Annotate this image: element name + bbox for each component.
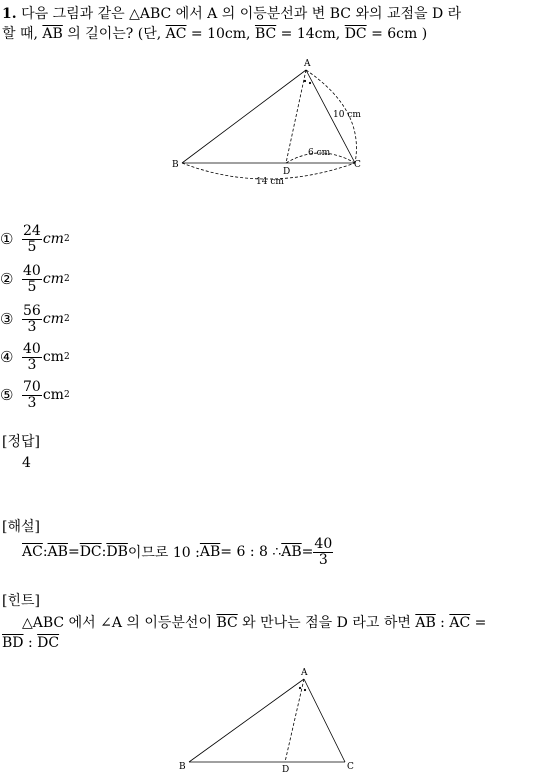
option-fraction: $\frac{40}{3}$ — [23, 340, 41, 373]
option-fraction: $\frac{40}{5}$ — [23, 262, 41, 295]
option-unit: cm — [42, 231, 64, 247]
option-exp: 2 — [63, 390, 70, 400]
option-exp: 2 — [63, 234, 70, 244]
segment-dc: $\overline{DC}$ — [37, 635, 60, 651]
option-unit: cm — [42, 387, 64, 403]
sep: : — [101, 544, 107, 561]
sep: : — [435, 615, 450, 631]
hint-line-1 — [22, 612, 486, 632]
option-unit: cm — [42, 349, 64, 365]
answer-label: [정답] — [2, 434, 40, 450]
triangle-figure-1 — [165, 55, 375, 190]
question-text-2e: = 6cm ) — [366, 26, 428, 42]
option-exp: 2 — [63, 274, 70, 284]
answer-value: 4 — [22, 455, 31, 471]
hint-line-2 — [2, 635, 59, 651]
option-mark: ④ — [0, 348, 14, 366]
question-text-1: 다음 그림과 같은 △ABC 에서 A 의 이등분선과 변 BC 와의 교점을 D 라 — [21, 6, 462, 22]
explanation-body — [22, 537, 333, 567]
question-text-2c: = 10cm, — [186, 26, 251, 42]
option-5[interactable] — [0, 378, 70, 412]
segment-ab: $\overline{AB}$ — [281, 544, 302, 561]
option-mark: ① — [0, 230, 14, 248]
eq: = — [67, 544, 80, 561]
segment-ac: $\overline{AC}$ — [22, 544, 43, 561]
label-a: A — [301, 668, 308, 678]
bisector-ad — [286, 70, 306, 163]
label-10cm: 10 cm — [333, 110, 361, 120]
label-c: C — [347, 762, 354, 772]
label-a: A — [304, 59, 311, 69]
label-d: D — [282, 765, 290, 773]
segment-ab: $\overline{AB}$ — [199, 544, 221, 561]
segment-bd: $\overline{BD}$ — [2, 635, 24, 651]
question-number: 1. — [2, 6, 17, 22]
question-text-2b: 의 길이는? (단, — [62, 26, 162, 42]
segment-dc: $\overline{DC}$ — [344, 26, 367, 42]
label-b: B — [172, 160, 179, 170]
segment-ac: $\overline{AC}$ — [449, 615, 471, 631]
option-mark: ③ — [0, 310, 14, 328]
hint-label: [힌트] — [2, 593, 40, 609]
label-6cm: 6 cm — [308, 148, 331, 158]
option-2[interactable] — [0, 262, 70, 296]
label-c: C — [354, 160, 361, 170]
question-line-2 — [2, 23, 427, 43]
eq: = — [301, 544, 314, 561]
option-1[interactable] — [0, 222, 70, 256]
option-fraction: $\frac{24}{5}$ — [23, 222, 41, 255]
hint-text-1: △ABC 에서 ∠A 의 이등분선이 — [22, 615, 212, 631]
question-text-2d: = 14cm, — [276, 26, 341, 42]
segment-db: $\overline{DB}$ — [106, 544, 128, 561]
label-14cm: 14 cm — [256, 177, 284, 187]
eq: = — [470, 615, 487, 631]
segment-ab: $\overline{AB}$ — [415, 615, 436, 631]
sep: : — [23, 635, 38, 651]
option-unit: cm — [42, 271, 64, 287]
result-fraction: $\frac{40}{3}$ — [314, 536, 333, 568]
question-line-1 — [2, 3, 461, 23]
explanation-mid: 이므로 10 : — [127, 545, 200, 562]
explanation-mid2: = 6 : 8 ∴ — [220, 544, 282, 561]
hint-text-2: 와 만나는 점을 D 라고 하면 — [237, 615, 411, 631]
label-b: B — [179, 762, 186, 772]
segment-bc: $\overline{BC}$ — [216, 615, 238, 631]
option-exp: 2 — [63, 314, 70, 324]
option-fraction: $\frac{70}{3}$ — [23, 378, 41, 411]
label-d: D — [283, 167, 291, 177]
triangle-figure-2 — [175, 665, 365, 773]
question-text-2a: 할 때, — [2, 26, 38, 42]
segment-dc: $\overline{DC}$ — [79, 544, 102, 561]
segment-bc: $\overline{BC}$ — [254, 26, 277, 42]
option-exp: 2 — [63, 352, 70, 362]
option-mark: ② — [0, 270, 14, 288]
option-fraction: $\frac{56}{3}$ — [23, 302, 41, 335]
side-ab — [189, 679, 304, 762]
sep: : — [42, 544, 48, 561]
segment-ab: $\overline{AB}$ — [47, 544, 68, 561]
option-unit: cm — [42, 311, 64, 327]
option-mark: ⑤ — [0, 386, 14, 404]
bisector-ad — [285, 679, 304, 762]
side-ac — [304, 679, 345, 762]
segment-ac: $\overline{AC}$ — [165, 26, 187, 42]
explanation-label: [해설] — [2, 519, 40, 535]
option-4[interactable] — [0, 340, 70, 374]
option-3[interactable] — [0, 302, 70, 336]
side-ab — [182, 70, 306, 163]
segment-ab: $\overline{AB}$ — [42, 26, 63, 42]
